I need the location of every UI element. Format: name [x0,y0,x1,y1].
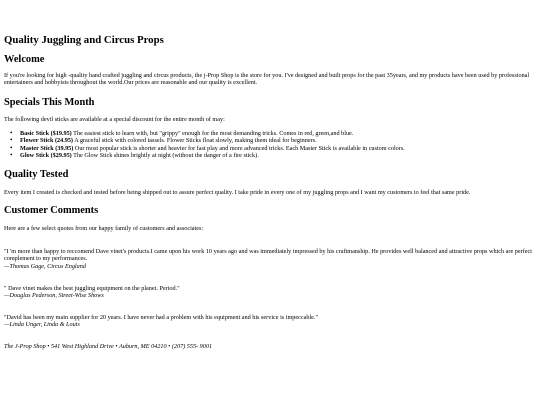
quote-text: "David has been my main supplier for 20 years. I have never had a problem with his equipment and his service is impeccable." [4,314,318,321]
specials-heading: Specials This Month [4,97,95,108]
quote-1 [4,248,536,270]
item-desc: Our most popular stick is shorter and heavier for fast play and more advanced tricks. Each Master Stick is available in custom colors. [73,144,405,152]
comments-intro: Here are a few select quotes from our happy family of customers and associates: [4,225,204,232]
quote-3 [4,314,536,329]
page-title: Quality Juggling and Circus Props [4,34,164,46]
item-name: Flower Stick (24.95) [20,137,73,145]
welcome-heading: Welcome [4,54,45,65]
item-name: Glow Stick ($29.95) [20,151,72,159]
item-desc: The Glow Stick shines brightly at night (without the danger of a fire stick). [71,151,259,159]
quote-2 [4,285,536,300]
list-item [4,145,536,152]
quality-heading: Quality Tested [4,169,69,180]
list-item [4,152,536,159]
footer-address: The J-Prop Shop • 541 West Highland Drive • Auburn, ME 04210 • (207) 555- 9001 [4,343,213,350]
quote-author: —Douglas Pederson, Street-Wise Shows [4,292,104,300]
quote-text: "I 'm more than happy to reccomend Dave vinet's products.I came upon his work 10 years ago and was immediately impressed by his craftmanship. He provides well balanced and attractive props which are perfect complement to my performances. [4,248,532,263]
quote-author: —Thomas Gage, Circus England [4,262,86,270]
list-item [4,130,536,137]
quality-text: Every item I created is checked and tested before being shipped out to assure perfect quality. I take pride in every one of my juggling props and I want my customers to feel that same pride. [4,189,471,196]
welcome-text: If you're looking for high -quality hand crafted juggling and circus products, the j-Prop Shop is the store for you. I've designed and built props for the past 35years, and my products have been used by professional entertainers and hobbyists throughout the world.Our prices are reasonable and our quality is excellent. [4,72,530,87]
item-name: Master Stick (39.95) [20,144,74,152]
quote-text: " Dave vinet makes the best juggling equipment on the planet. Period." [4,285,180,292]
specials-list [4,130,536,159]
specials-intro: The following devil sticks are available at a special discount for the entire month of may: [4,116,225,123]
item-desc: The easiest stick to learn with, but "grippy" enough for the most demanding tricks. Comes in red, green,and blue. [71,130,354,137]
item-name: Basic Stick ($19.95) [20,130,72,137]
comments-heading: Customer Comments [4,205,99,216]
list-item [4,137,536,144]
quote-author: —Linda Unger, Linda & Louis [4,321,80,329]
item-desc: A graceful stick with colored tassels. Flower Sticks float slowly, making them ideal for beginners. [73,137,317,145]
